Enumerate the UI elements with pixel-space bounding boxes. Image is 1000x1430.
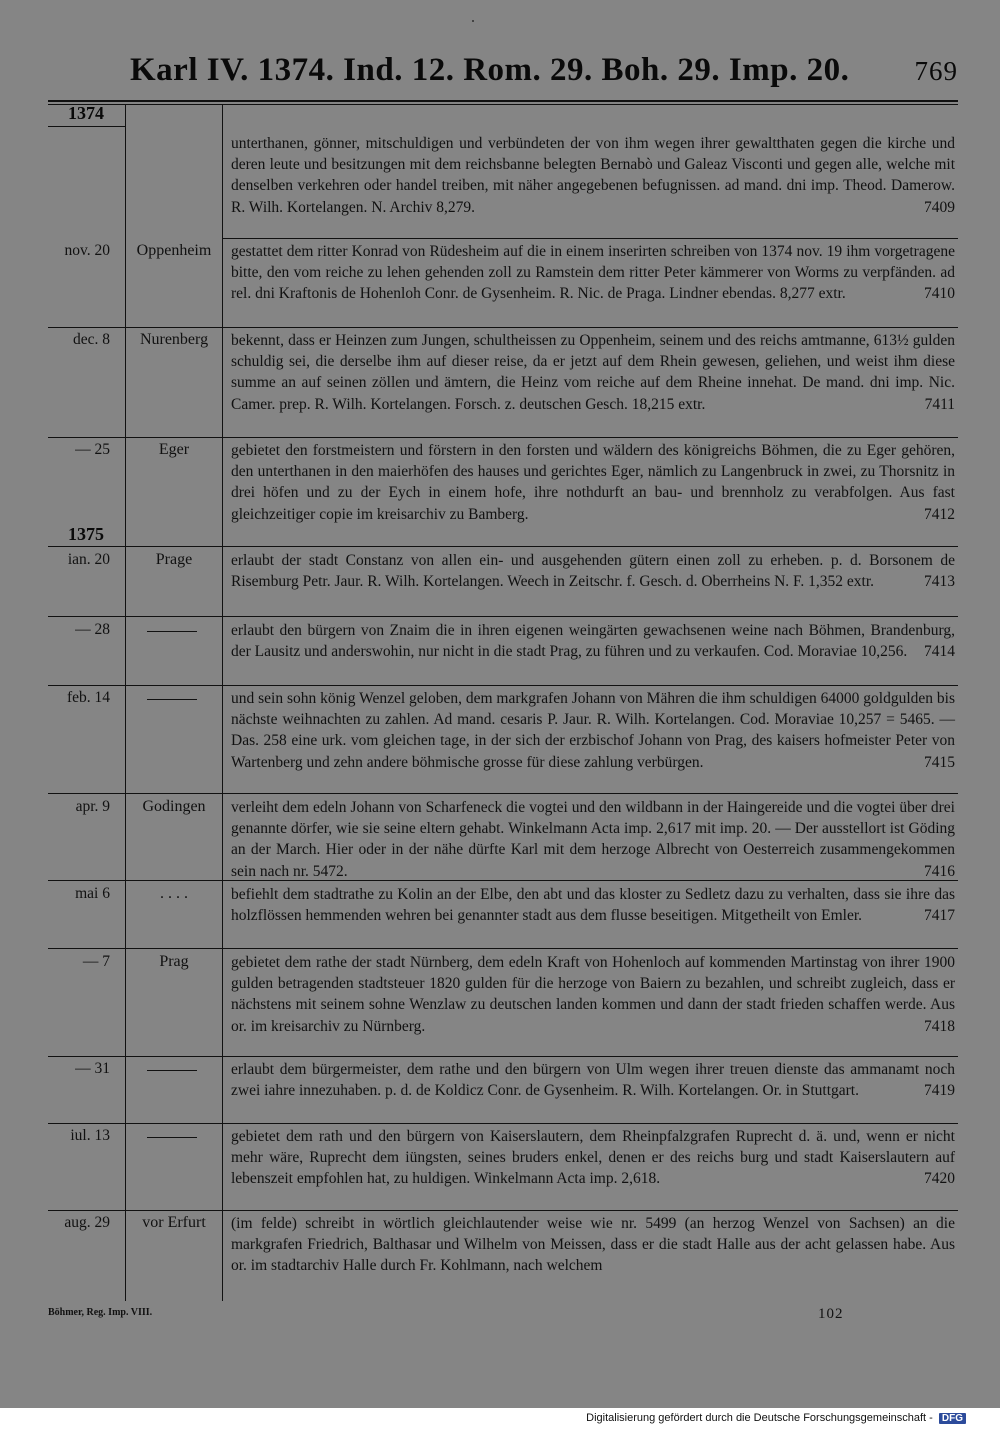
date-separator <box>48 948 125 949</box>
regest-date: — 31 <box>75 1060 110 1077</box>
regest-number: 7410 <box>924 285 955 303</box>
entry-separator <box>222 238 958 239</box>
regest-body: erlaubt den bürgern von Znaim die in ihren eigenen weingärten gewachsenen weine nach Böhmen, Brandenburg, der Lausitz und anderswohin, nur nicht in die stadt Prag, zu führen und zu verkaufen. Cod. Moraviae 10,256. <box>231 622 955 661</box>
regest-body: gestattet dem ritter Konrad von Rüdesheim auf die in einem inserirten schreiben von 1374 nov. 19 ihm vorgetragene bitte, den vom reiche zu lehen gehenden zoll zu Ramstein dem ritter Peter kämmerer von Worms zu verpfänden. ad rel. dni Kraftonis de Hohenloh Conr. de Gysenheim. R. Nic. de Praga. Lindner ebendas. 8,277 extr. <box>231 243 955 303</box>
regest-body: bekennt, dass er Heinzen zum Jungen, schultheissen zu Oppenheim, seinem und des reichs amtmanne, 613½ gulden schuldig sei, die derselbe ihm auf dieser reise, da er jetzt auf dem Rhein gewesen, geliehen, und weist ihm diese summe an auf seinen zöllen und ämtern, die Heinz vom reiche auf dem Rheine innehat. De mand. dni imp. Nic. Camer. prep. R. Wilh. Kortelangen. Forsch. z. deutschen Gesch. 18,215 extr. <box>231 332 955 413</box>
scan-mark <box>472 20 474 22</box>
entry-separator <box>222 327 958 328</box>
regest-number: 7415 <box>924 753 955 771</box>
entry-separator <box>222 616 958 617</box>
entry-separator <box>222 1210 958 1211</box>
regest-place: Nurenberg <box>139 331 209 348</box>
regest-body: befiehlt dem stadtrathe zu Kolin an der Elbe, den abt und das kloster zu Sedletz dazu zu verhalten, dass sie ihre das holzflössen hemmenden wehren bei genannter stadt aus dem flusse beseitigen. Mitgetheilt von Emler. <box>231 886 955 925</box>
date-separator <box>48 793 125 794</box>
regest-number: 7417 <box>924 907 955 925</box>
regest-number: 7416 <box>924 862 955 880</box>
entry-separator <box>222 1056 958 1057</box>
signature-left: Böhmer, Reg. Imp. VIII. <box>48 1307 153 1318</box>
regest-text <box>231 241 955 305</box>
regest-date: apr. 9 <box>75 798 110 815</box>
place-separator <box>125 1056 222 1057</box>
regest-date: — 7 <box>82 953 110 970</box>
regest-text <box>231 1213 955 1277</box>
regest-text <box>231 330 955 415</box>
place-separator <box>125 685 222 686</box>
regest-date: dec. 8 <box>72 331 110 348</box>
place-separator <box>125 948 222 949</box>
regest-number: 7412 <box>924 505 955 523</box>
date-separator <box>48 685 125 686</box>
place-separator <box>125 616 222 617</box>
entry-separator <box>222 437 958 438</box>
regest-text <box>231 1059 955 1101</box>
regest-body: erlaubt der stadt Constanz von allen ein- und ausgehenden gütern einen zoll zu erheben. p. d. Borsonem de Risemburg Petr. Jaur. R. Wilh. Kortelangen. Weech in Zeitschr. f. Gesch. d. Oberrheins N. F. 1,352 extr. <box>231 552 955 591</box>
regest-text <box>231 1126 955 1190</box>
regest-text <box>231 797 955 882</box>
regest-body: gebietet den forstmeistern und förstern in den forsten und wäldern des königreichs Böhmen, die zu Eger gehören, den unterthanen in den maierhöfen des hauses und gerichtes Eger, nämlich zu Langenbruck in zwei, zu Thorsnitz in drei höfen und zu der Eych in einem hofe, ihre nothdurft an bau- und brennholz zu verabfolgen. Aus fast gleichzeitiger copie im kreisarchiv zu Bamberg. <box>231 442 955 523</box>
entry-separator <box>222 793 958 794</box>
regest-body: gebietet dem rath und den bürgern von Kaiserslautern, dem Rheinpfalzgrafen Ruprecht d. ä. und, wenn er nicht mehr wäre, Ruprecht dem iüngsten, seines bruders enkel, denen er des reichs burg und stadt Kaiserslautern auf lebenszeit empfohlen hat, zu huldigen. Winkelmann Acta imp. 2,618. <box>231 1128 955 1188</box>
date-separator <box>48 327 125 328</box>
regest-date: feb. 14 <box>66 689 110 706</box>
ditto-dash <box>147 1070 197 1071</box>
regest-date: — 25 <box>75 441 110 458</box>
regest-text <box>231 620 955 662</box>
entry-separator <box>222 948 958 949</box>
date-separator <box>48 1056 125 1057</box>
regest-number: 7418 <box>924 1017 955 1035</box>
regest-body: erlaubt dem bürgermeister, dem rathe und den bürgern von Ulm wegen ihrer treuen dienste das ammanamt noch zwei iahre innezuhaben. p. d. de Koldicz Conr. de Gysenheim. R. Wilh. Kortelangen. Or. in Stuttgart. <box>231 1061 955 1100</box>
regest-place: Oppenheim <box>136 242 212 259</box>
regest-number: 7413 <box>924 573 955 591</box>
regest-number: 7409 <box>924 198 955 216</box>
year-heading: 1375 <box>68 524 104 544</box>
dfg-logo: DFG <box>939 1413 966 1424</box>
date-separator <box>48 1123 125 1124</box>
ditto-dash <box>147 1137 197 1138</box>
regest-place: Eger <box>158 441 190 458</box>
regest-date: — 28 <box>75 621 110 638</box>
regest-text <box>231 884 955 926</box>
regest-body: und sein sohn könig Wenzel geloben, dem markgrafen Johann von Mähren die ihm schuldigen 64000 goldgulden bis nächste weihnachten zu zahlen. Ad mand. cesaris P. Jaur. R. Wilh. Kortelangen. Cod. Moraviae 10,257 = 5465. — Das. 258 eine urk. vom gleichen tage, in der sich der erzbischof Johann von Prag, des kaisers hofmeister Peter von Wartenberg und zehn andere böhmische grosse für diese zahlung verbürgen. <box>231 690 955 771</box>
header-rule <box>48 100 958 102</box>
regest-number: 7419 <box>924 1082 955 1100</box>
regest-body: gebietet dem rathe der stadt Nürnberg, dem edeln Kraft von Hohenloch auf kommenden Martinstag von ihrer 1900 gulden betragenden stadtsteuer 1820 gulden für die herzoge von Baiern zu bezahlen, und schreibt zugleich, dass er nächstens mit seinem sohne Wenzlaw zu deutschen landen kommen und dann der stadt frieden schaffen werde. Aus or. im kreisarchiv zu Nürnberg. <box>231 954 955 1035</box>
date-separator <box>48 880 125 881</box>
place-separator <box>125 1123 222 1124</box>
place-separator <box>125 793 222 794</box>
year-heading: 1374 <box>68 103 104 123</box>
regest-text <box>231 688 955 773</box>
digitization-credit <box>586 1412 966 1424</box>
entry-separator <box>222 1123 958 1124</box>
place-separator <box>125 327 222 328</box>
regest-date: nov. 20 <box>64 242 110 259</box>
regest-date: iul. 13 <box>70 1127 110 1144</box>
column-divider-place <box>222 105 223 1301</box>
ditto-dash <box>147 699 197 700</box>
regest-number: 7411 <box>924 395 955 413</box>
place-separator <box>125 880 222 881</box>
column-divider-date <box>125 105 126 1301</box>
credit-text: Digitalisierung gefördert durch die Deutsche Forschungsgemeinschaft - <box>586 1412 933 1424</box>
entry-separator <box>222 880 958 881</box>
place-separator <box>125 1210 222 1211</box>
date-separator <box>48 616 125 617</box>
regest-text <box>231 133 955 218</box>
page-number: 769 <box>914 56 958 86</box>
place-separator <box>125 437 222 438</box>
date-separator <box>48 437 125 438</box>
regest-date: ian. 20 <box>67 551 110 568</box>
regest-text <box>231 440 955 525</box>
place-separator <box>125 546 222 547</box>
header-rule-thin <box>48 104 958 105</box>
signature-number: 102 <box>818 1306 844 1322</box>
regest-place: Prag <box>159 953 189 970</box>
regest-body: unterthanen, gönner, mitschuldigen und verbündeten der von ihm wegen ihrer gewaltthaten gegen die kirche und deren leute und besitzungen mit dem reichsbanne belegten Bernabò und Galeaz Visconti und gegen alle, welche mit denselben verkehren oder handel treiben, mit näher angegebenen befugnissen. ad mand. dni imp. Theod. Damerow. R. Wilh. Kortelangen. N. Archiv 8,279. <box>231 135 955 216</box>
regest-body: (im felde) schreibt in wörtlich gleichlautender weise wie nr. 5499 (an herzog Wenzel von Sachsen) an die markgrafen Friedrich, Balthasar und Wilhelm von Meissen, dass er die stadt Halle aus der acht gelassen habe. Aus or. im stadtarchiv Halle durch Fr. Kohlmann, nach welchem <box>231 1215 955 1275</box>
regest-body: verleiht dem edeln Johann von Scharfeneck die vogtei und den wildbann in der Haingereide und die vogtei über drei genannte dörfer, wie sie seine eltern gehabt. Winkelmann Acta imp. 2,617 mit imp. 20. — Der ausstellort ist Göding an der March. Hier oder in der nähe dürfte Karl mit dem herzoge Albrecht von Oesterreich zusammengekommen sein nach nr. 5472. <box>231 799 955 880</box>
regest-place: vor Erfurt <box>142 1214 206 1231</box>
regest-place: . . . . <box>160 885 188 902</box>
year-rule <box>48 546 125 547</box>
page-header <box>130 52 958 92</box>
entry-separator <box>222 685 958 686</box>
date-separator <box>48 1210 125 1211</box>
entry-separator <box>222 546 958 547</box>
regest-place: Prage <box>155 551 193 568</box>
regest-number: 7414 <box>924 643 955 661</box>
regest-place: Godingen <box>142 798 206 815</box>
regest-text <box>231 952 955 1037</box>
regest-date: mai 6 <box>75 885 110 902</box>
ditto-dash <box>147 631 197 632</box>
regest-text <box>231 550 955 592</box>
year-rule <box>48 126 125 127</box>
regest-number: 7420 <box>924 1170 955 1188</box>
regest-date: aug. 29 <box>64 1214 110 1231</box>
running-title: Karl IV. 1374. Ind. 12. Rom. 29. Boh. 29. Imp. 20. <box>130 52 850 88</box>
